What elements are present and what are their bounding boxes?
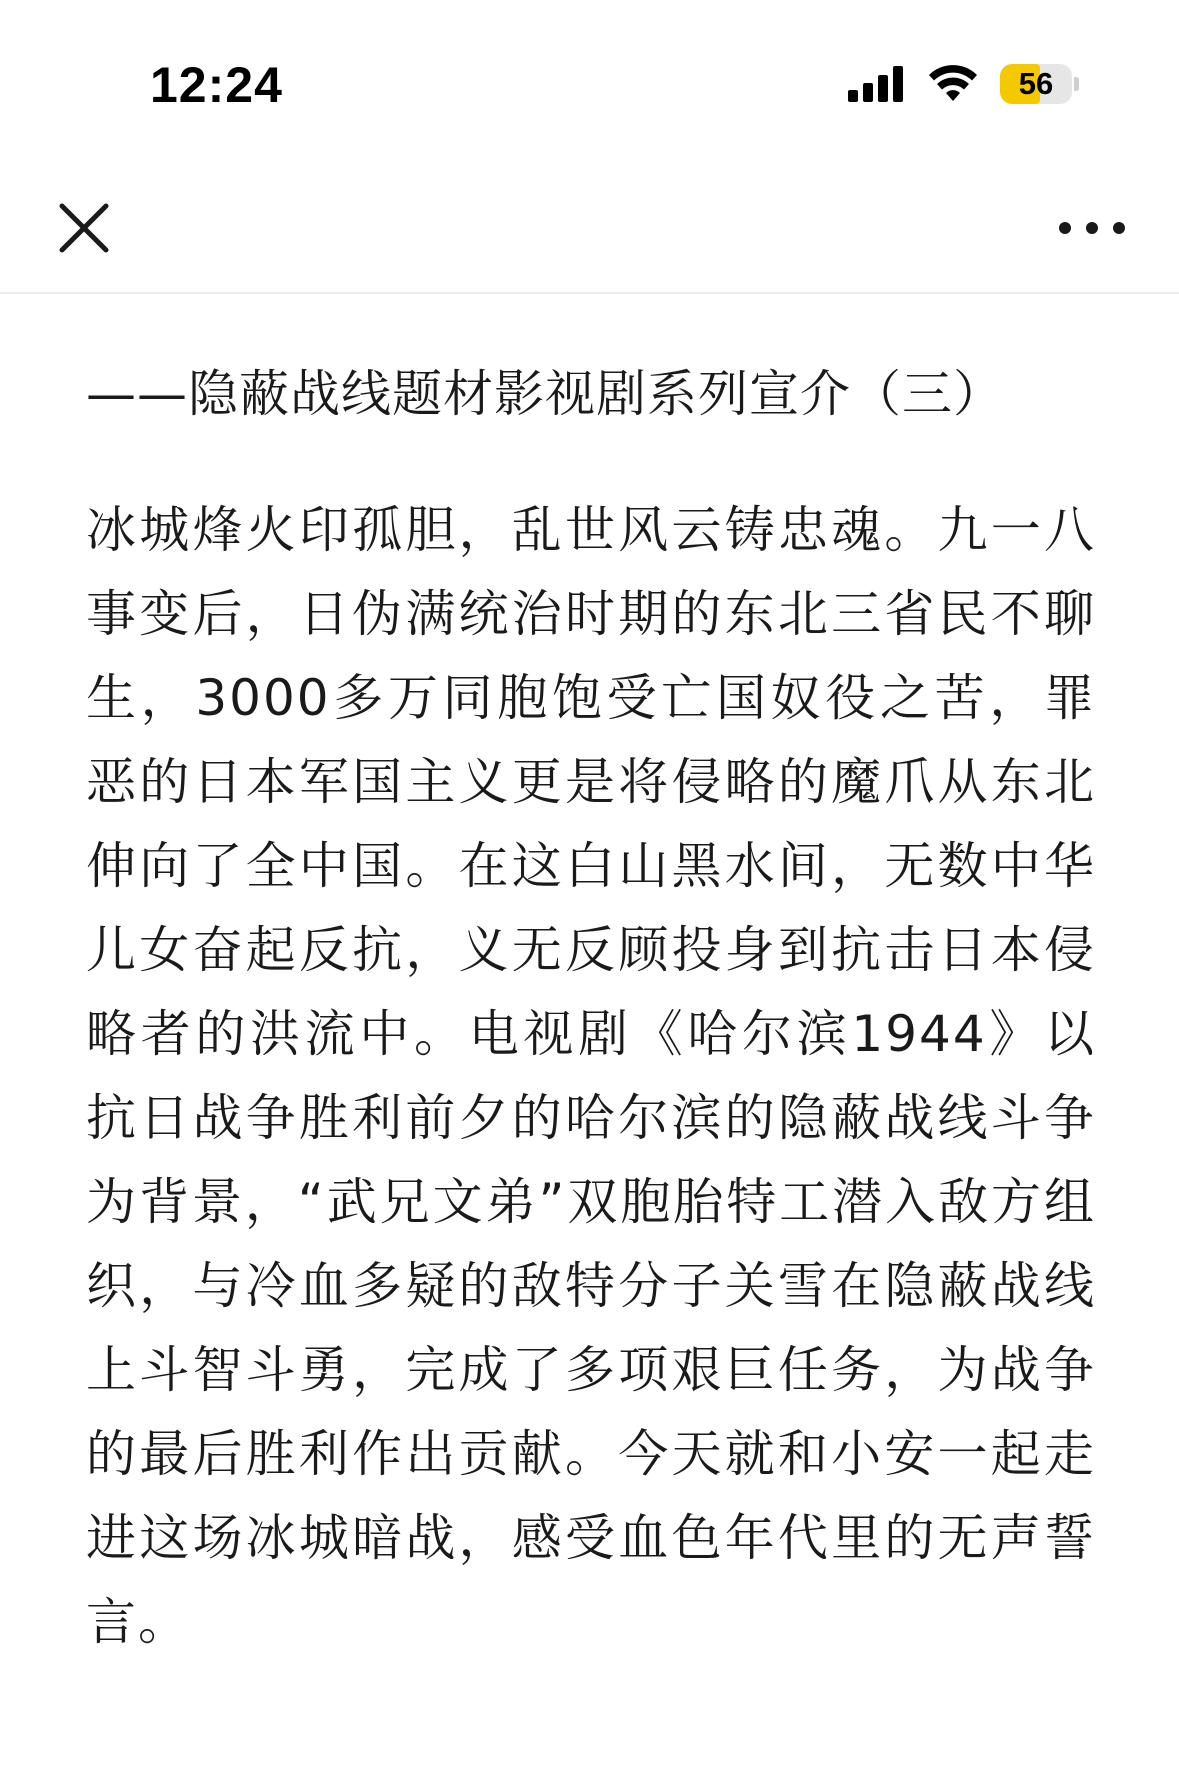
nav-bar bbox=[0, 150, 1179, 294]
more-icon bbox=[1059, 222, 1125, 234]
signal-icon bbox=[848, 66, 906, 102]
more-dot bbox=[1059, 222, 1071, 234]
article-body: 冰城烽火印孤胆，乱世风云铸忠魂。九一八事变后，日伪满统治时期的东北三省民不聊生，3000多万同胞饱受亡国奴役之苦，罪恶的日本军国主义更是将侵略的魔爪从东北伸向了全中国。在这白山黑水间，无数中华儿女奋起反抗，义无反顾投身到抗击日本侵略者的洪流中。电视剧《哈尔滨1944》以抗日战争胜利前夕的哈尔滨的隐蔽战线斗争为背景，“武兄文弟”双胞胎特工潜入敌方组织，与冷血多疑的敌特分子关雪在隐蔽战线上斗智斗勇，完成了多项艰巨任务，为战争的最后胜利作出贡献。今天就和小安一起走进这场冰城暗战，感受血色年代里的无声誓言。 bbox=[86, 501, 1096, 1651]
more-dot bbox=[1113, 222, 1125, 234]
battery-body bbox=[1000, 64, 1072, 104]
battery-cap bbox=[1074, 77, 1079, 91]
more-dot bbox=[1086, 222, 1098, 234]
more-button[interactable] bbox=[1059, 206, 1125, 250]
article bbox=[86, 352, 1096, 1664]
status-bar bbox=[0, 0, 1179, 150]
article-subtitle: ——隐蔽战线题材影视剧系列宣介（三） bbox=[86, 365, 1004, 423]
status-icons bbox=[848, 64, 1079, 104]
status-time: 12:24 bbox=[150, 57, 283, 113]
close-icon bbox=[54, 198, 114, 258]
battery-level: 56 bbox=[1018, 66, 1054, 101]
close-button[interactable] bbox=[54, 198, 114, 258]
battery-icon bbox=[1000, 64, 1079, 104]
wifi-icon bbox=[928, 65, 978, 103]
